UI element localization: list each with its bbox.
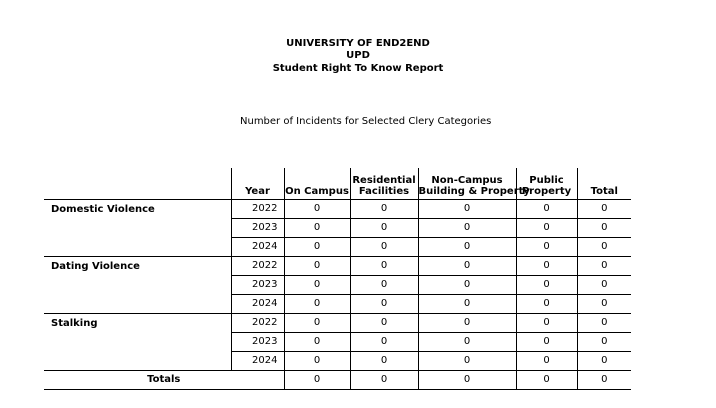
on-campus-cell: 0 [284,256,350,275]
incidents-table [44,168,631,390]
residential-cell: 0 [350,294,418,313]
total-cell: 0 [577,256,631,275]
noncampus-total: 0 [418,370,516,389]
public-cell: 0 [516,237,577,256]
residential-cell: 0 [350,199,418,218]
total-header: Total [577,168,631,199]
category-label: Domestic Violence [44,199,231,256]
residential-cell: 0 [350,218,418,237]
category-header [44,168,231,199]
totals-row [44,370,631,389]
year-cell: 2022 [231,313,284,332]
residential-cell: 0 [350,351,418,370]
residential-cell: 0 [350,275,418,294]
residential-cell: 0 [350,256,418,275]
total-cell: 0 [577,218,631,237]
total-cell: 0 [577,275,631,294]
year-cell: 2024 [231,351,284,370]
on-campus-cell: 0 [284,332,350,351]
noncampus-cell: 0 [418,218,516,237]
noncampus-cell: 0 [418,332,516,351]
total-cell: 0 [577,199,631,218]
report-dept: UPD [346,50,370,61]
public-cell: 0 [516,218,577,237]
on-campus-cell: 0 [284,237,350,256]
on-campus-cell: 0 [284,275,350,294]
on-campus-cell: 0 [284,313,350,332]
public-cell: 0 [516,256,577,275]
on-campus-cell: 0 [284,351,350,370]
total-cell: 0 [577,237,631,256]
report-title: Student Right To Know Report [272,63,444,74]
noncampus-header-line1: Non-Campus [431,174,503,186]
year-cell: 2023 [231,332,284,351]
year-cell: 2024 [231,237,284,256]
category-label: Stalking [44,313,231,370]
total-cell: 0 [577,351,631,370]
public-cell: 0 [516,351,577,370]
table-row [44,199,631,218]
noncampus-cell: 0 [418,351,516,370]
on-campus-total: 0 [284,370,350,389]
table-header-row [44,168,631,199]
year-header: Year [231,168,284,199]
residential-total: 0 [350,370,418,389]
report-org: UNIVERSITY OF END2END [286,38,430,49]
public-cell: 0 [516,199,577,218]
residential-header-line1: Residential [352,174,416,186]
noncampus-header-line2: Building & Property [418,185,530,197]
noncampus-cell: 0 [418,256,516,275]
residential-header [350,168,418,199]
on-campus-cell: 0 [284,294,350,313]
noncampus-cell: 0 [418,237,516,256]
year-cell: 2022 [231,199,284,218]
public-cell: 0 [516,294,577,313]
noncampus-cell: 0 [418,313,516,332]
public-header-line2: Property [521,185,572,197]
on-campus-cell: 0 [284,199,350,218]
report-subtitle: Number of Incidents for Selected Clery Categories [240,116,492,127]
totals-label: Totals [44,370,284,389]
noncampus-cell: 0 [418,294,516,313]
public-cell: 0 [516,332,577,351]
public-header-line1: Public [529,174,564,186]
noncampus-header [418,168,530,199]
public-cell: 0 [516,313,577,332]
residential-cell: 0 [350,313,418,332]
grand-total: 0 [577,370,631,389]
year-cell: 2024 [231,294,284,313]
on-campus-cell: 0 [284,218,350,237]
table-row [44,256,631,275]
noncampus-cell: 0 [418,275,516,294]
residential-cell: 0 [350,237,418,256]
year-cell: 2022 [231,256,284,275]
year-cell: 2023 [231,218,284,237]
public-property-header [516,168,577,199]
table-row [44,313,631,332]
on-campus-header: On Campus [284,168,350,199]
residential-cell: 0 [350,332,418,351]
noncampus-cell: 0 [418,199,516,218]
public-cell: 0 [516,275,577,294]
public-total: 0 [516,370,577,389]
category-label: Dating Violence [44,256,231,313]
year-cell: 2023 [231,275,284,294]
residential-header-line2: Facilities [358,185,410,197]
total-cell: 0 [577,332,631,351]
total-cell: 0 [577,294,631,313]
total-cell: 0 [577,313,631,332]
